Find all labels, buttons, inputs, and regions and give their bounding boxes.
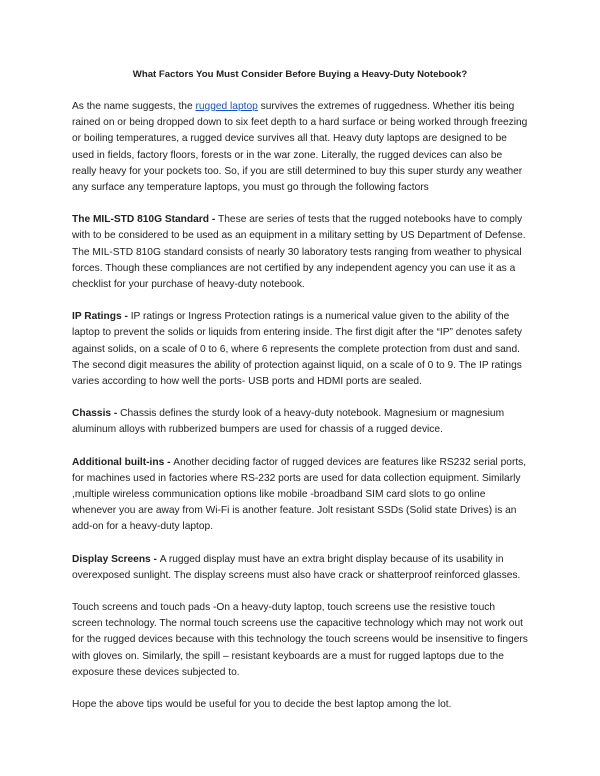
- document-title: What Factors You Must Consider Before Buying a Heavy-Duty Notebook?: [132, 69, 468, 80]
- section-heading-additional-built-ins: Additional built-ins -: [72, 456, 174, 468]
- section-display-screens: [72, 552, 528, 584]
- section-heading-display-screens: Display Screens -: [72, 553, 160, 565]
- intro-text-after-link: survives the extremes of ruggedness. Whether itis being rained on or being dropped down to six feet depth to a hard surface or being worked through freezing or boiling temperatures, a rugged device survives all that. Heavy duty laptops are designed to be used in fields, factory floors, forests or in the war zone. Literally, the rugged devices can also be really heavy for your pockets too. So, if you are still determined to buy this super sturdy any weather any surface any temperature laptops, you must go through the following factors: [72, 101, 528, 194]
- section-heading-chassis: Chassis -: [72, 408, 121, 420]
- intro-text-before-link: As the name suggests, the: [72, 101, 196, 112]
- section-heading-mil-std: The MIL-STD 810G Standard -: [72, 214, 219, 226]
- section-additional-built-ins: [72, 455, 528, 536]
- section-body-mil-std: These are series of tests that the rugged notebooks have to comply with to be considered to be used as an equipment in a military setting by US Department of Defense. The MIL-STD 810G standard consists of nearly 30 laboratory tests ranging from weather to physical forces. Though these compliances are not certified by any independent agency you can use it as a checklist for your purchase of heavy-duty notebook.: [72, 214, 526, 291]
- intro-paragraph: [72, 99, 528, 196]
- section-heading-ip-ratings: IP Ratings -: [72, 311, 131, 323]
- section-body-display-screens: A rugged display must have an extra bright display because of its usability in overexposed sunlight. The display screens must also have crack or shatterproof reinforced glasses.: [72, 553, 521, 581]
- rugged-laptop-link[interactable]: rugged laptop: [195, 101, 258, 112]
- section-mil-std: [72, 212, 528, 293]
- section-body-additional-built-ins: Another deciding factor of rugged devices are features like RS232 serial ports, for machines used in factories where RS-232 ports are used for data collection equipment. Similarly ,multiple wireless communication options like mobile -broadband SIM card slots to go online whenever you are away from Wi-Fi is another feature. Jolt resistant SSDs (Solid state Drives) is an add-on for a heavy-duty laptop.: [72, 456, 527, 533]
- section-body-chassis: Chassis defines the sturdy look of a heavy-duty notebook. Magnesium or magnesium aluminum alloys with rubberized bumpers are used for chassis of a rugged device.: [72, 408, 505, 436]
- section-chassis: [72, 406, 528, 438]
- section-ip-ratings: [72, 309, 528, 390]
- section-body-ip-ratings: IP ratings or Ingress Protection ratings is a numerical value given to the ability of the laptop to prevent the solids or liquids from entering inside. The first digit after the “IP” denotes safety against solids, on a scale of 0 to 6, where 6 represents the complete protection from dust and sand. The second digit measures the ability of protection against liquid, on a scale of 0 to 9. The IP ratings varies according to how well the ports- USB ports and HDMI ports are sealed.: [72, 311, 522, 388]
- closing-paragraph: Hope the above tips would be useful for you to decide the best laptop among the lot.: [72, 699, 452, 711]
- touch-screens-paragraph: Touch screens and touch pads -On a heavy-duty laptop, touch screens use the resistive touch screen technology. The normal touch screens use the capacitive technology which may not work out for the rugged devices because with this technology the touch screens would be insensitive to fingers with gloves on. Similarly, the spill – resistant keyboards are a must for rugged laptops due to the exposure these devices subjected to.: [72, 602, 528, 678]
